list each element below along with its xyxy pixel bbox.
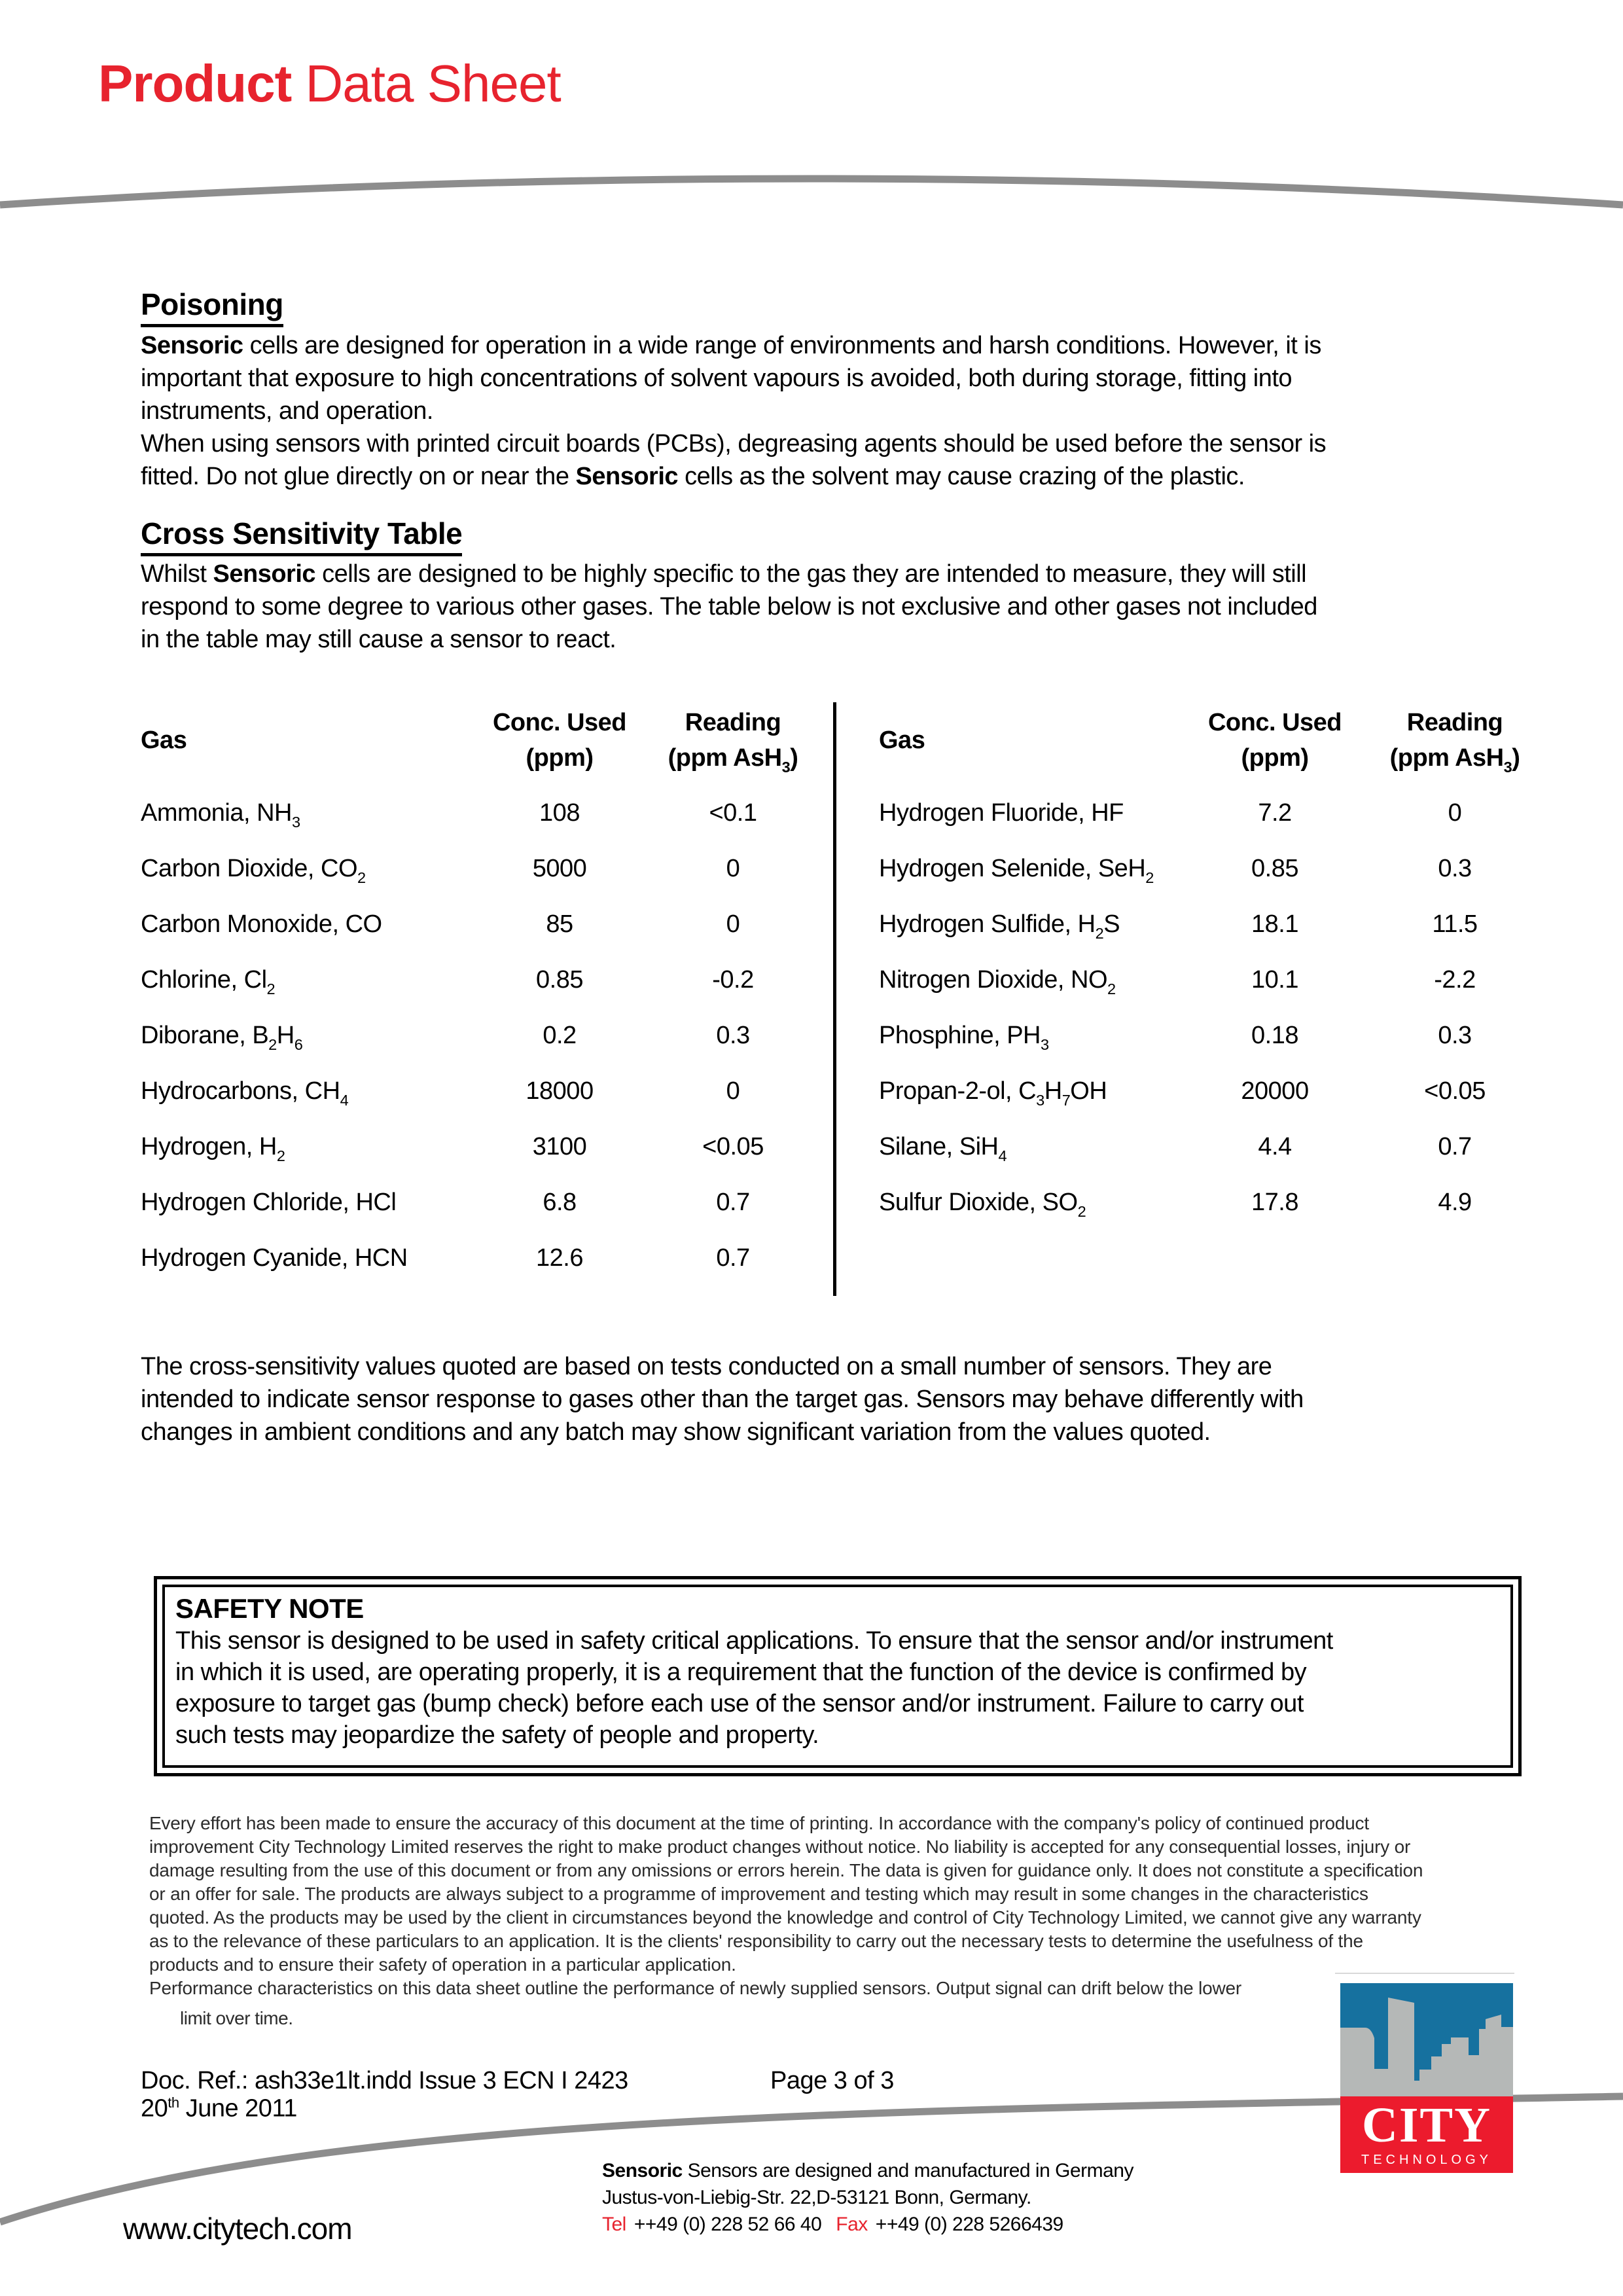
table-row: [141, 1008, 815, 1064]
reading-value: 0: [1448, 799, 1462, 827]
gas-name: Hydrogen Cyanide, HCN: [141, 1244, 408, 1272]
conc-value: 85: [546, 910, 573, 938]
col-header-conc: Conc. Used (ppm): [492, 709, 627, 772]
reading-value: 4.9: [1438, 1189, 1472, 1216]
conc-value: 0.18: [1251, 1022, 1298, 1049]
gas-name: Chlorine, $Cl_2$: [141, 966, 276, 997]
table-body: [141, 785, 815, 1286]
gas-name: Silane, SiH$_4$: [879, 1133, 1007, 1164]
page-number: Page 3 of 3: [770, 2067, 894, 2094]
gas-name: Carbon Monoxide, CO: [141, 910, 382, 938]
conc-value: 7.2: [1258, 799, 1292, 827]
logo-technology-text: TECHNOLOGY: [1361, 2153, 1493, 2167]
gas-name: Hydrogen, $H_2$: [141, 1133, 285, 1164]
gas-name: Hydrogen Sulfide, $H_2S$: [879, 910, 1120, 942]
page-title: [98, 55, 561, 113]
col-header-gas: Gas: [141, 726, 187, 754]
conc-value: 4.4: [1258, 1133, 1292, 1160]
gas-name: Phosphine, $PH_3$: [879, 1022, 1049, 1053]
table-row: [141, 841, 815, 897]
gas-name: Ammonia, $NH_3$: [141, 799, 300, 831]
conc-value: 6.8: [543, 1189, 577, 1216]
reading-value: -0.2: [712, 966, 754, 994]
address-line-2: Justus-von-Liebig-Str. 22,D-53121 Bonn, Germany.: [602, 2187, 1031, 2208]
cross-sensitivity-table-left: [141, 704, 815, 1286]
table-header-row: [141, 704, 815, 777]
gas-name: Hydrocarbons, $CH_4$: [141, 1077, 349, 1109]
reading-value: 0.3: [716, 1022, 750, 1049]
safety-note-box: [154, 1576, 1522, 1776]
conc-value: 0.85: [536, 966, 583, 994]
conc-value: 20000: [1241, 1077, 1309, 1105]
conc-value: 12.6: [536, 1244, 583, 1272]
conc-value: 18.1: [1251, 910, 1298, 938]
col-header-reading: Reading (ppm AsH$_3$): [1389, 709, 1520, 776]
logo-city-text: CITY: [1361, 2098, 1492, 2153]
table-row: [141, 1175, 815, 1230]
col-header-conc: Conc. Used (ppm): [1207, 709, 1342, 772]
reading-value: 0.7: [716, 1189, 750, 1216]
table-row: [141, 1230, 815, 1286]
gas-name: Propan-2-ol, $C_3H_7OH$: [879, 1077, 1107, 1109]
reading-value: 0: [726, 855, 740, 882]
table-row: [879, 1119, 1546, 1175]
table-divider-line: [833, 702, 836, 1296]
conc-value: 17.8: [1251, 1189, 1298, 1216]
conc-value: 5000: [532, 855, 587, 882]
table-row: [879, 785, 1546, 841]
doc-date: 20th June 2011: [141, 2094, 297, 2123]
conc-value: 18000: [526, 1077, 594, 1105]
cross-sensitivity-table-right: [879, 704, 1546, 1230]
page-title-bold: Product: [98, 54, 292, 113]
conc-value: 0.85: [1251, 855, 1298, 882]
table-row: [879, 1175, 1546, 1230]
table-row: [141, 1119, 815, 1175]
gas-name: Sulfur Dioxide, $SO_2$: [879, 1189, 1086, 1220]
reading-value: <0.05: [702, 1133, 764, 1160]
legal-disclaimer-continuation: limit over time.: [180, 2008, 293, 2028]
col-header-reading: Reading (ppm AsH$_3$): [668, 709, 798, 776]
gas-name: Nitrogen Dioxide, $NO_2$: [879, 966, 1116, 997]
company-address-block: [602, 2157, 1133, 2238]
gas-name: Hydrogen Chloride, HCl: [141, 1189, 397, 1216]
cross-sensitivity-note: The cross-sensitivity values quoted are based on tests conducted on a small number of sensors. They are intended to indicate sensor response to gases other than the target gas. Sensors may behave differently with changes in ambient conditions and any batch may show significant variation from the values quoted.: [141, 1353, 1304, 1446]
website-link[interactable]: www.citytech.com: [123, 2212, 352, 2246]
gas-name: Hydrogen Selenide, SeH$_2$: [879, 855, 1154, 886]
conc-value: 10.1: [1251, 966, 1298, 994]
table-row: [141, 1064, 815, 1119]
fax-label: Fax: [836, 2214, 868, 2235]
conc-value: 108: [539, 799, 580, 827]
reading-value: 0: [726, 1077, 740, 1105]
legal-disclaimer: Every effort has been made to ensure the accuracy of this document at the time of printing. In accordance with the company's policy of continued product improvement City Technology Limited reserves the right to make product changes without notice. No liability is accepted for any consequential losses, injury or damage resulting from the use of this document or from any omissions or errors herein. The data is given for guidance only. It does not constitute a specification or an offer for sale. The products are always subject to a programme of improvement and testing which may result in some changes in the characteristics quoted. As the products may be used by the client in circumstances beyond the knowledge and control of City Technology Limited, we cannot give any warranty as to the relevance of these particulars to an application. It is the clients' responsibility to carry out the necessary tests to determine the usefulness of the products and to ensure their safety of operation in a particular application. Performance characteristics on this data sheet outline the performance of newly supplied sensors. Output signal can drift below the lower: [149, 1813, 1423, 1998]
table-row: [879, 897, 1546, 952]
table-row: [879, 1064, 1546, 1119]
reading-value: <0.1: [709, 799, 757, 827]
reading-value: 0.7: [716, 1244, 750, 1272]
gas-name: Hydrogen Fluoride, HF: [879, 799, 1124, 827]
table-row: [879, 841, 1546, 897]
table-row: [879, 952, 1546, 1008]
top-curve: [0, 179, 1623, 205]
poisoning-paragraph-1: Sensoric cells are designed for operation in a wide range of environments and harsh conditions. However, it is important that exposure to high concentrations of solvent vapours is avoided, both during storage, fitting into instruments, and operation.: [141, 332, 1321, 425]
reading-value: 0.7: [1438, 1133, 1472, 1160]
tel-label: Tel: [602, 2214, 626, 2235]
safety-note-text: This sensor is designed to be used in safety critical applications. To ensure that the sensor and/or instrument in which it is used, are operating properly, it is a requirement that the function of the device is confirmed by exposure to target gas (bump check) before each use of the sensor and/or instrument. Failure to carry out such tests may jeopardize the safety of people and property.: [175, 1627, 1333, 1749]
cross-sensitivity-heading: Cross Sensitivity Table: [141, 516, 462, 556]
col-header-gas: Gas: [879, 726, 925, 754]
safety-note-inner-box: [162, 1585, 1513, 1768]
doc-reference: Doc. Ref.: ash33e1lt.indd Issue 3 ECN I 2423: [141, 2067, 628, 2094]
table-row: [879, 1008, 1546, 1064]
safety-note-heading: SAFETY NOTE: [175, 1593, 364, 1624]
reading-value: 11.5: [1432, 910, 1478, 938]
table-row: [141, 897, 815, 952]
cross-sensitivity-intro: Whilst Sensoric cells are designed to be highly specific to the gas they are intended to measure, they will still respond to some degree to various other gases. The table below is not exclusive and other gases not included in the table may still cause a sensor to react.: [141, 560, 1317, 653]
conc-value: 0.2: [543, 1022, 577, 1049]
table-body: [879, 785, 1546, 1230]
tel-number: ++49 (0) 228 52 66 40: [633, 2214, 822, 2235]
table-row: [141, 785, 815, 841]
city-skyline-graphic: [1340, 1983, 1513, 2096]
table-row: [141, 952, 815, 1008]
reading-value: 0: [726, 910, 740, 938]
logo-red-band: [1340, 2096, 1513, 2173]
city-technology-logo: [1340, 1983, 1513, 2173]
phone-line: [602, 2211, 1133, 2238]
reading-value: 0.3: [1438, 1022, 1472, 1049]
conc-value: 3100: [532, 1133, 587, 1160]
address-line-1: Sensoric Sensors are designed and manufactured in Germany: [602, 2160, 1133, 2181]
poisoning-paragraph-2: When using sensors with printed circuit boards (PCBs), degreasing agents should be used before the sensor is fitted. Do not glue directly on or near the Sensoric cells as the solvent may cause crazing of the plastic.: [141, 430, 1327, 490]
reading-value: 0.3: [1438, 855, 1472, 882]
logo-top-rule: [1335, 1973, 1514, 1974]
reading-value: -2.2: [1434, 966, 1476, 994]
gas-name: Carbon Dioxide, $CO_2$: [141, 855, 366, 886]
fax-number: ++49 (0) 228 5266439: [875, 2214, 1063, 2235]
poisoning-heading: Poisoning: [141, 287, 283, 327]
page-title-rest: Data Sheet: [291, 54, 561, 113]
reading-value: <0.05: [1424, 1077, 1486, 1105]
gas-name: Diborane, $B_2H_6$: [141, 1022, 303, 1053]
table-header-row: [879, 704, 1546, 777]
